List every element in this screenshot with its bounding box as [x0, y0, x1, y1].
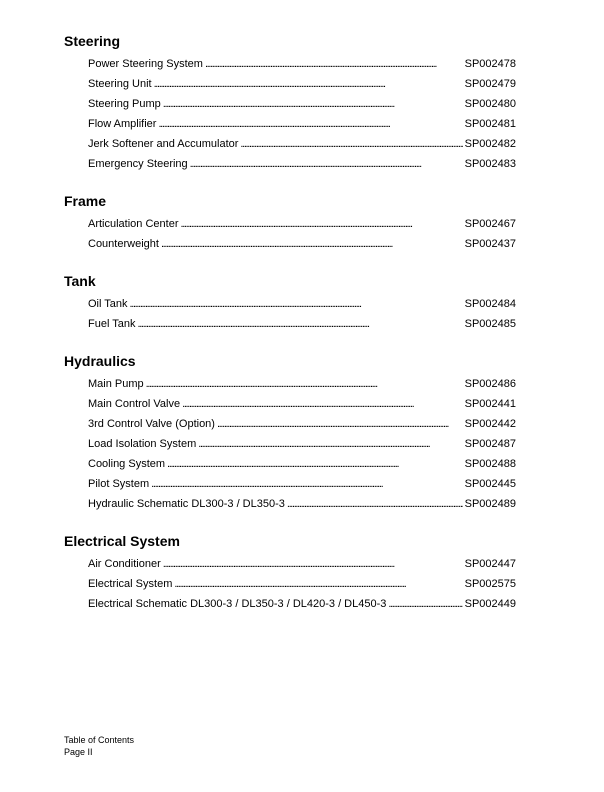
entry-code: SP002442: [464, 418, 516, 430]
entry-code: SP002488: [464, 458, 516, 470]
toc-entry[interactable]: [64, 494, 516, 514]
dot-leader: [163, 554, 463, 574]
entry-title: Steering Unit: [88, 78, 152, 90]
entry-code: SP002445: [464, 478, 516, 490]
entry-title: Power Steering System: [88, 58, 203, 70]
section-title: Frame: [64, 193, 107, 209]
entry-code: SP002447: [464, 558, 516, 570]
entry-title: Electrical Schematic DL300-3 / DL350-3 / DL420-3 / DL450-3: [88, 598, 387, 610]
dot-leader: [240, 134, 462, 154]
toc-entry[interactable]: [64, 114, 516, 134]
entry-title: Articulation Center: [88, 218, 179, 230]
toc-entry[interactable]: [64, 134, 516, 154]
section-title: Tank: [64, 273, 96, 289]
dot-leader: [163, 94, 463, 114]
section-steering: [64, 32, 516, 174]
entry-code: SP002575: [464, 578, 516, 590]
dot-leader: [388, 594, 462, 614]
dot-leader: [174, 574, 462, 594]
entry-list: [64, 374, 516, 514]
dot-leader: [205, 54, 463, 74]
toc-entry[interactable]: [64, 554, 516, 574]
dot-leader: [167, 454, 463, 474]
entry-title: Flow Amplifier: [88, 118, 157, 130]
toc-entry[interactable]: [64, 454, 516, 474]
section-tank: [64, 272, 516, 334]
toc-entry[interactable]: [64, 74, 516, 94]
footer-document-title: Table of Contents: [64, 735, 135, 745]
dot-leader: [287, 494, 463, 514]
entry-title: Pilot System: [88, 478, 150, 490]
entry-code: SP002481: [464, 118, 516, 130]
entry-code: SP002484: [464, 298, 516, 310]
entry-title: 3rd Control Valve (Option): [88, 418, 215, 430]
section-title: Steering: [64, 33, 121, 49]
entry-list: [64, 214, 516, 254]
page-footer: [64, 734, 134, 758]
entry-list: [64, 54, 516, 174]
toc-entry[interactable]: [64, 374, 516, 394]
dot-leader: [217, 414, 463, 434]
entry-title: Hydraulic Schematic DL300-3 / DL350-3: [88, 498, 285, 510]
entry-code: SP002482: [464, 138, 516, 150]
entry-title: Load Isolation System: [88, 438, 197, 450]
entry-code: SP002467: [464, 218, 516, 230]
dot-leader: [181, 214, 463, 234]
entry-list: [64, 294, 516, 334]
entry-title: Steering Pump: [88, 98, 161, 110]
entry-code: SP002486: [464, 378, 516, 390]
toc-entry[interactable]: [64, 474, 516, 494]
dot-leader: [130, 294, 463, 314]
toc-entry[interactable]: [64, 94, 516, 114]
toc-entry[interactable]: [64, 234, 516, 254]
toc-entry[interactable]: [64, 154, 516, 174]
entry-title: Counterweight: [88, 238, 159, 250]
entry-title: Cooling System: [88, 458, 166, 470]
dot-leader: [151, 474, 462, 494]
entry-title: Oil Tank: [88, 298, 128, 310]
section-hydraulics: [64, 352, 516, 514]
section-frame: [64, 192, 516, 254]
entry-code: SP002478: [464, 58, 516, 70]
dot-leader: [161, 234, 463, 254]
entry-title: Jerk Softener and Accumulator: [88, 138, 239, 150]
dot-leader: [158, 114, 462, 134]
toc-entry[interactable]: [64, 54, 516, 74]
footer-page-number: Page II: [64, 747, 93, 757]
dot-leader: [198, 434, 462, 454]
dot-leader: [190, 154, 463, 174]
entry-code: SP002437: [464, 238, 516, 250]
entry-code: SP002449: [464, 598, 516, 610]
toc-entry[interactable]: [64, 294, 516, 314]
entry-title: Air Conditioner: [88, 558, 161, 570]
toc-entry[interactable]: [64, 394, 516, 414]
dot-leader: [138, 314, 463, 334]
entry-title: Electrical System: [88, 578, 173, 590]
section-title: Electrical System: [64, 533, 180, 549]
entry-list: [64, 554, 516, 614]
entry-title: Emergency Steering: [88, 158, 188, 170]
entry-code: SP002489: [464, 498, 516, 510]
toc-entry[interactable]: [64, 314, 516, 334]
toc-entry[interactable]: [64, 414, 516, 434]
dot-leader: [146, 374, 463, 394]
entry-title: Main Control Valve: [88, 398, 181, 410]
entry-code: SP002485: [464, 318, 516, 330]
entry-code: SP002480: [464, 98, 516, 110]
entry-title: Fuel Tank: [88, 318, 136, 330]
dot-leader: [182, 394, 462, 414]
section-electrical-system: [64, 532, 516, 614]
entry-code: SP002441: [464, 398, 516, 410]
table-of-contents: [64, 32, 516, 632]
toc-entry[interactable]: [64, 594, 516, 614]
dot-leader: [154, 74, 463, 94]
toc-entry[interactable]: [64, 574, 516, 594]
toc-entry[interactable]: [64, 434, 516, 454]
entry-code: SP002479: [464, 78, 516, 90]
entry-title: Main Pump: [88, 378, 144, 390]
entry-code: SP002487: [464, 438, 516, 450]
toc-entry[interactable]: [64, 214, 516, 234]
section-title: Hydraulics: [64, 353, 136, 369]
entry-code: SP002483: [464, 158, 516, 170]
